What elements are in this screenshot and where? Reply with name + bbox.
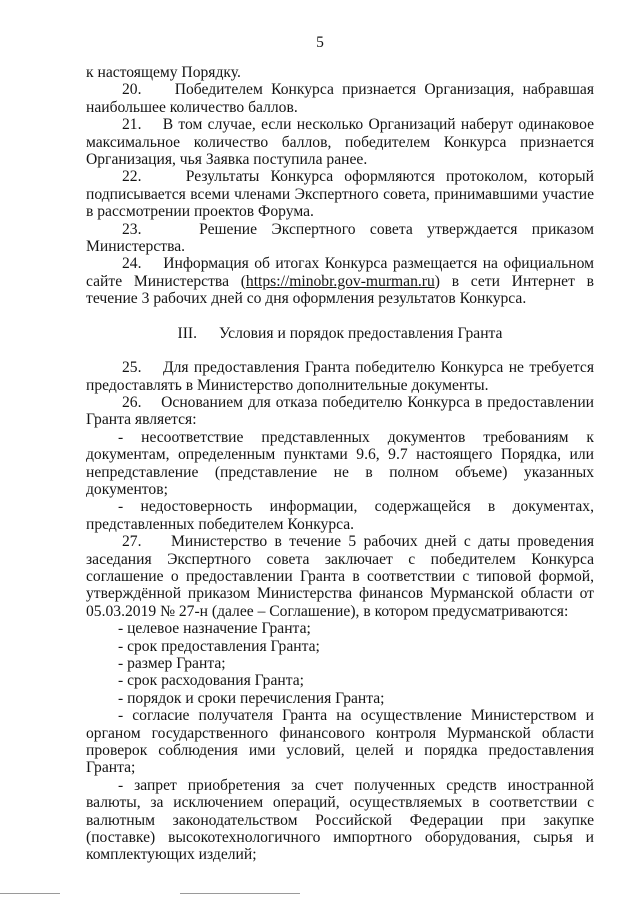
list-item: - срок предоставления Гранта;: [118, 637, 320, 655]
paragraph-number: 27.: [122, 533, 142, 551]
footer-rule-right: [180, 893, 300, 894]
list-item: - несоответствие представленных документов требованиям к документам, определенным пунктами 9.6, 9.7 настоящего Порядка, или непредставление (представление не в полном объеме) указанных документов;: [86, 428, 594, 498]
paragraph-number: 22.: [122, 168, 142, 186]
paragraph-number: 21.: [122, 116, 142, 134]
paragraph-text: Результаты Конкурса оформляются протоколом, который подписывается всеми членами Экспертного совета, принимавшими участие в рассмотрении проектов Форума.: [86, 168, 594, 221]
list-item: - размер Гранта;: [118, 655, 226, 672]
paragraph-text: Информация об итогах Конкурса размещается на официальном сайте Министерства (: [86, 255, 595, 290]
paragraph-text: ) в сети Интернет в течение 3 рабочих дней со дня оформления результатов Конкурса.: [86, 272, 594, 308]
footer-rule-left: [0, 893, 60, 894]
paragraph-number: 25.: [122, 359, 142, 377]
paragraph-number: 23.: [122, 220, 142, 238]
section-heading: [86, 325, 594, 342]
paragraph-text: Основанием для отказа победителю Конкурса в предоставлении Гранта является:: [86, 393, 595, 429]
paragraph-25: [86, 359, 594, 394]
paragraph-21: [86, 116, 594, 168]
list-item: - запрет приобретения за счет полученных средств иностранной валюты, за исключением операций, осуществляемых в соответствии с валютным законодательством Российской Федерации при закупке (поставке) высокотехнологичного импортного оборудования, сырья и комплектующих изделий;: [86, 776, 594, 864]
paragraph-24: [86, 255, 594, 307]
paragraph-text: Решение Экспертного совета утверждается приказом Министерства.: [86, 220, 594, 256]
list-item: - недостоверность информации, содержащейся в документах, представленных победителем Конкурса.: [86, 498, 594, 533]
list-item: - срок расходования Гранта;: [118, 672, 304, 690]
paragraph-number: 24.: [122, 255, 142, 273]
section-number: III.: [177, 324, 197, 342]
paragraph-text: Министерство в течение 5 рабочих дней с даты проведения заседания Экспертного совета заключает с победителем Конкурса соглашение о предоставлении Гранта в соответствии с типовой формой, утверждённой приказом Министерства финансов Мурманской области от 05.03.2019 № 27-н (далее – Соглашение), в котором предусматриваются:: [86, 533, 594, 620]
paragraph-text: В том случае, если несколько Организаций наберут одинаковое максимальное количество баллов, победителем Конкурса признается Организация, чья Заявка поступила ранее.: [86, 116, 594, 169]
paragraph-number: 26.: [122, 393, 142, 411]
paragraph-19-tail: к настоящему Порядку.: [86, 64, 241, 81]
paragraph-22: [86, 168, 594, 220]
paragraph-27: [86, 533, 594, 620]
paragraph-text: Для предоставления Гранта победителю Конкурса не требуется предоставлять в Министерство дополнительные документы.: [86, 359, 594, 394]
paragraph-number: 20.: [122, 81, 142, 99]
section-title: Условия и порядок предоставления Гранта: [219, 324, 503, 342]
paragraph-23: [86, 221, 594, 256]
ministry-website-link[interactable]: https://minobr.gov-murman.ru: [245, 272, 435, 290]
document-body: [86, 64, 594, 864]
list-item: - целевое назначение Гранта;: [118, 620, 311, 638]
paragraph-20: [86, 81, 594, 116]
paragraph-text: Победителем Конкурса признается Организация, набравшая наибольшее количество баллов.: [86, 81, 594, 116]
paragraph-26: [86, 394, 594, 429]
list-item: - порядок и сроки перечисления Гранта;: [118, 689, 385, 707]
list-item: - согласие получателя Гранта на осуществление Министерством и органом государственного финансового контроля Мурманской области проверок соблюдения ими условий, целей и порядка предоставления Гранта;: [86, 707, 594, 777]
page-number: 5: [316, 34, 324, 51]
